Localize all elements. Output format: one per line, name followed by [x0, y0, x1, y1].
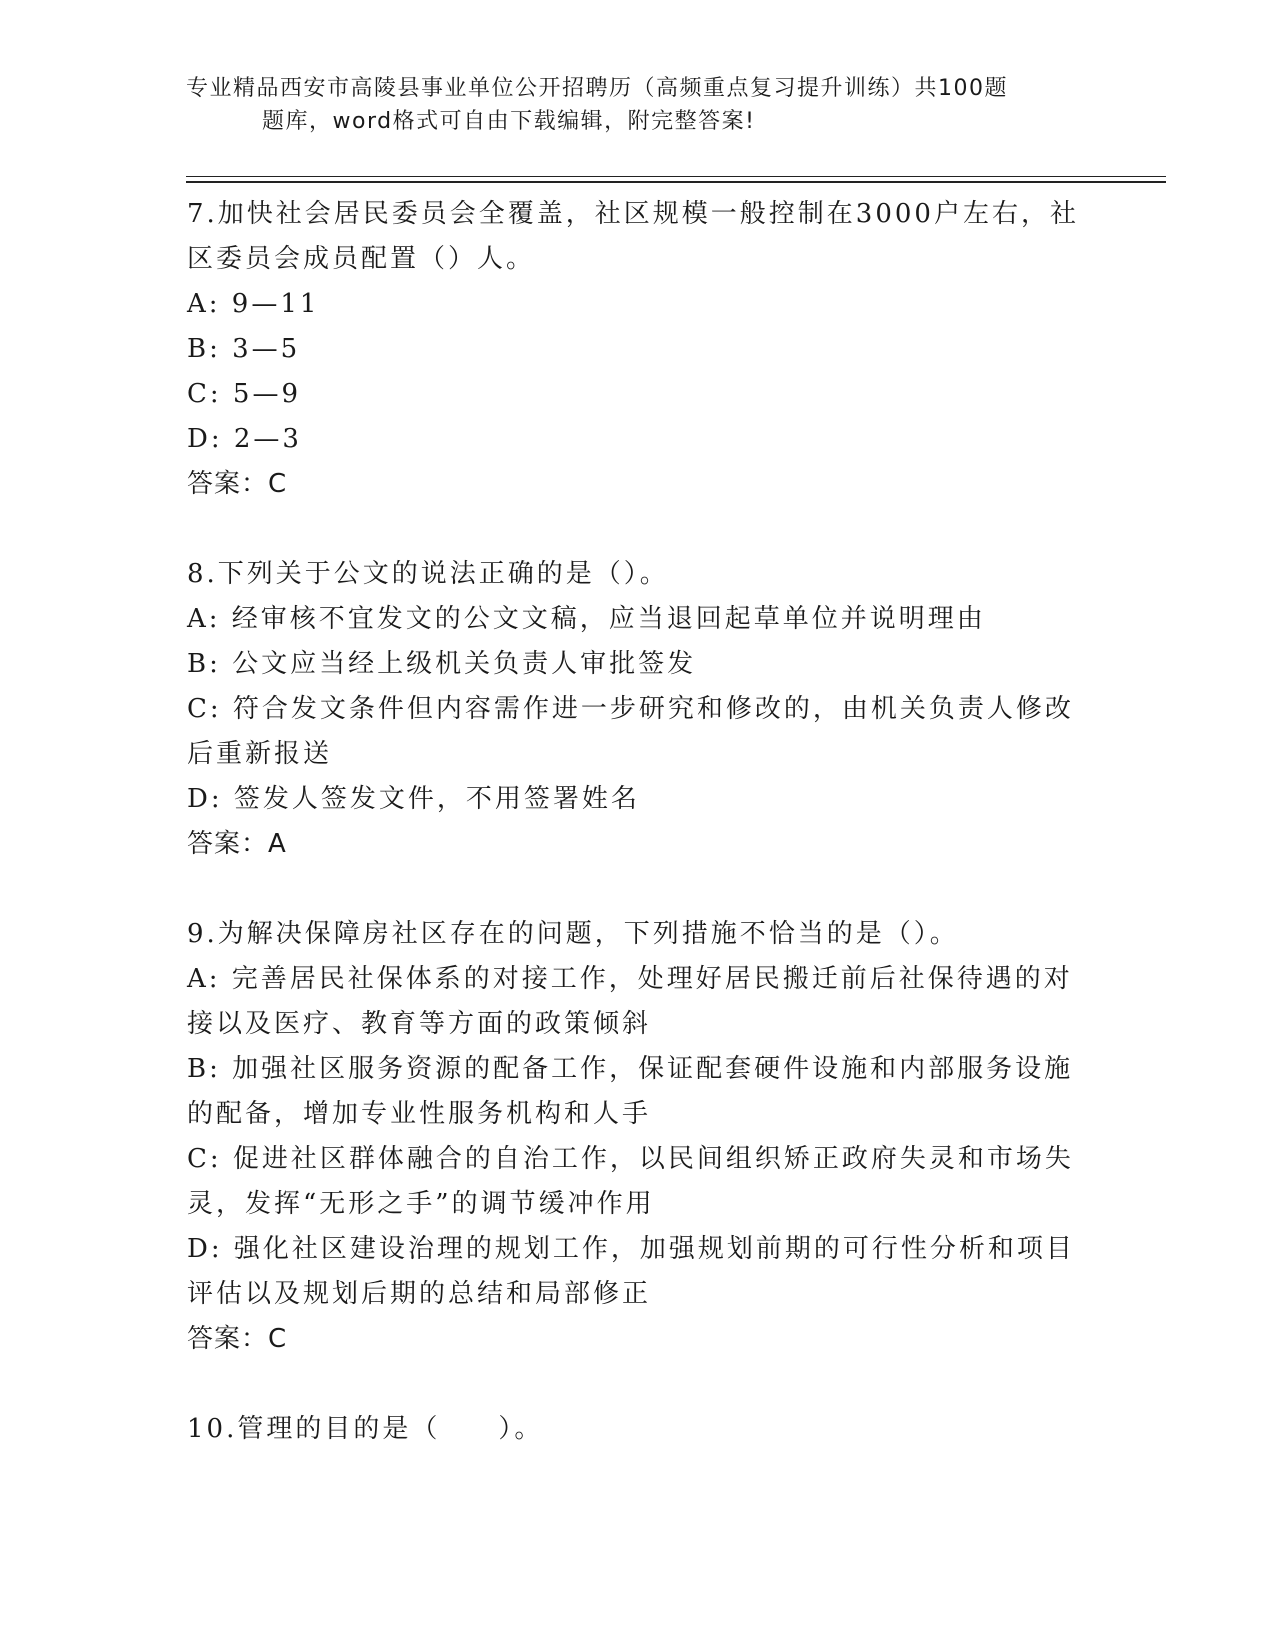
header-divider-thin [186, 176, 1166, 177]
option-a: A: 经审核不宜发文的公文文稿，应当退回起草单位并说明理由 [187, 604, 986, 634]
option-a: A: 9—11 [187, 289, 320, 319]
header-divider-thick [186, 181, 1166, 183]
option-d: D: 签发人签发文件，不用签署姓名 [187, 784, 640, 814]
header-title-line-1: 专业精品西安市高陵县事业单位公开招聘历（高频重点复习提升训练）共100题 [186, 76, 1008, 101]
option-d: D: 2—3 [187, 424, 302, 454]
option-c: C: 促进社区群体融合的自治工作，以民间组织矫正政府失灵和市场失 [187, 1144, 1074, 1174]
spacer [187, 867, 1087, 912]
answer-label: 答案：A [187, 829, 287, 859]
question-list [187, 192, 1087, 1452]
question-text: 7.加快社会居民委员会全覆盖，社区规模一般控制在3000户左右，社 [187, 199, 1079, 229]
option-c: C: 5—9 [187, 379, 302, 409]
option-c: C: 符合发文条件但内容需作进一步研究和修改的，由机关负责人修改 [187, 694, 1074, 724]
option-a-continued: 接以及医疗、教育等方面的政策倾斜 [187, 1009, 652, 1039]
question-10 [187, 1407, 1087, 1452]
option-b-continued: 的配备，增加专业性服务机构和人手 [187, 1099, 652, 1129]
option-b: B: 公文应当经上级机关负责人审批签发 [187, 649, 697, 679]
document-header [186, 72, 1066, 138]
question-8 [187, 552, 1087, 867]
question-text: 8.下列关于公文的说法正确的是（）。 [187, 559, 669, 589]
option-a: A: 完善居民社保体系的对接工作，处理好居民搬迁前后社保待遇的对 [187, 964, 1073, 994]
header-title-line-2: 题库，word格式可自由下载编辑，附完整答案! [262, 109, 756, 134]
option-d: D: 强化社区建设治理的规划工作，加强规划前期的可行性分析和项目 [187, 1234, 1075, 1264]
option-d-continued: 评估以及规划后期的总结和局部修正 [187, 1279, 652, 1309]
answer-label: 答案：C [187, 1324, 288, 1354]
option-c-continued: 后重新报送 [187, 739, 333, 769]
option-b: B: 加强社区服务资源的配备工作，保证配套硬件设施和内部服务设施 [187, 1054, 1074, 1084]
option-c-continued: 灵，发挥“无形之手”的调节缓冲作用 [187, 1189, 655, 1219]
spacer [187, 1362, 1087, 1407]
question-text: 区委员会成员配置（）人。 [187, 244, 536, 274]
spacer [187, 507, 1087, 552]
question-9 [187, 912, 1087, 1362]
answer-label: 答案：C [187, 469, 288, 499]
question-text: 10.管理的目的是（ ）。 [187, 1414, 544, 1444]
option-b: B: 3—5 [187, 334, 301, 364]
question-text: 9.为解决保障房社区存在的问题，下列措施不恰当的是（）。 [187, 919, 959, 949]
question-7 [187, 192, 1087, 507]
